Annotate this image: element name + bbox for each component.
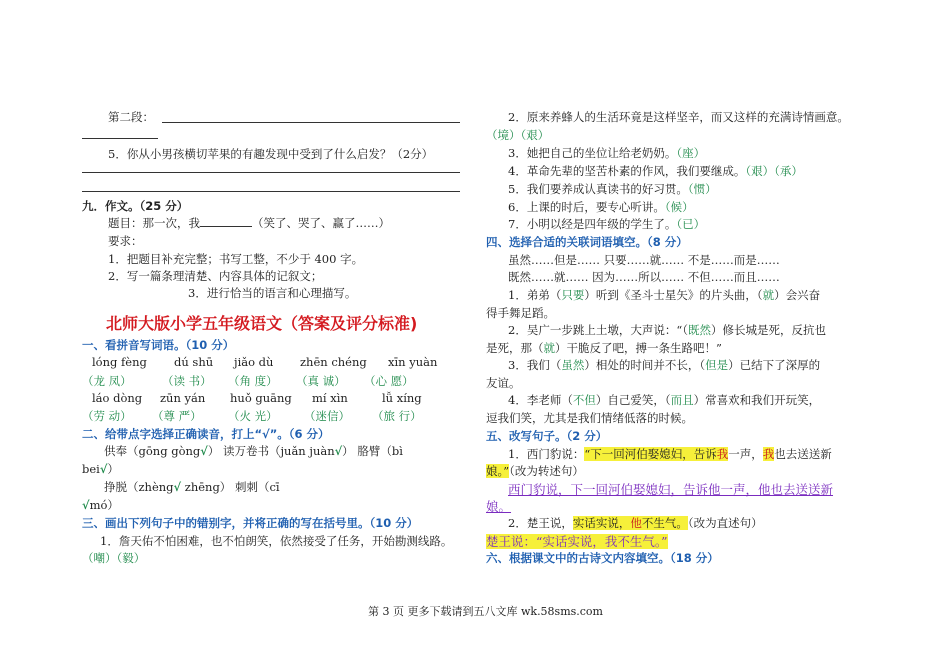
s4-question-3-cont: 友谊。 bbox=[486, 376, 521, 390]
answer: （座） bbox=[676, 146, 706, 160]
s2-line-2 bbox=[82, 461, 119, 477]
text: 4．李老师（ bbox=[508, 393, 573, 407]
s3-answer-1: （嘲）（毅） bbox=[82, 551, 146, 565]
text: 2．吴广一步跳上土墩，大声说：“（ bbox=[508, 323, 688, 337]
option-text: ） 读万卷书（juǎn juàn bbox=[207, 444, 335, 458]
answer: 不但 bbox=[572, 393, 596, 407]
answer: （惯） bbox=[687, 182, 717, 196]
pinyin: zhēn chéng bbox=[300, 355, 367, 369]
section-1-title: 一、看拼音写词语。（10 分） bbox=[82, 338, 235, 352]
section-2-title: 二、给带点字选择正确读音，打上“√”。（6 分） bbox=[82, 427, 330, 441]
s5-answer-2 bbox=[486, 532, 668, 550]
option-text: bei bbox=[82, 462, 100, 476]
text: 6．上课的时后，要专心听讲。 bbox=[508, 200, 665, 214]
text: 1．西门豹说： bbox=[508, 447, 585, 461]
text: ）自己爱笑，（ bbox=[595, 393, 671, 407]
answer: 而且 bbox=[670, 393, 694, 407]
s4-question-4-cont: 逗我们笑，尤其是我们情绪低落的时候。 bbox=[486, 411, 693, 425]
s5-question-1 bbox=[508, 446, 832, 462]
highlight: 楚王说：“实话实说，我不生气。” bbox=[486, 534, 668, 549]
section-4-title: 四、选择合适的关联词语填空。（8 分） bbox=[486, 235, 688, 249]
s4-question-2 bbox=[508, 322, 826, 338]
requirement-2: 2．写一篇条理清楚、内容具体的记叙文； bbox=[108, 269, 323, 283]
composition-topic bbox=[108, 215, 390, 231]
highlight: 娘。” bbox=[486, 464, 510, 478]
s4-options-1: 虽然……但是…… 只要……就…… 不是……而是…… bbox=[508, 253, 780, 267]
answer-line bbox=[82, 172, 460, 173]
requirement-3: 3．进行恰当的语言和心理描写。 bbox=[188, 286, 357, 300]
requirement-1: 1．把题目补充完整；书写工整，不少于 400 字。 bbox=[108, 252, 364, 266]
s4-question-1-cont: 得手舞足蹈。 bbox=[486, 306, 555, 320]
s4-question-2-cont bbox=[486, 340, 722, 356]
text: 4．革命先辈的坚苦朴素的作风，我们要继成。 bbox=[508, 164, 746, 178]
answer: （艰）（承） bbox=[745, 164, 803, 178]
text: 3．我们（ bbox=[508, 358, 562, 372]
text: ）已结下了深厚的 bbox=[728, 358, 821, 372]
answer: （劳 动） bbox=[82, 409, 132, 423]
answer: （旅 行） bbox=[372, 409, 422, 423]
check-icon: √ bbox=[173, 480, 182, 494]
answer-line bbox=[82, 138, 158, 139]
s4-question-4 bbox=[508, 392, 820, 408]
pinyin: mí xìn bbox=[312, 391, 348, 405]
s5-question-1-cont bbox=[486, 463, 584, 479]
topic-suffix: （笑了、哭了、赢了……） bbox=[252, 216, 390, 230]
text: ）干脆反了吧，搏一条生路吧！” bbox=[555, 341, 722, 355]
highlight: 我 bbox=[762, 447, 775, 461]
text: ）相处的时间并不长，（ bbox=[584, 358, 706, 372]
s4-question-1 bbox=[508, 287, 820, 303]
text: 也去送送新 bbox=[774, 447, 832, 461]
answer-line bbox=[82, 191, 460, 192]
text: 3．她把自己的坐位让给老奶奶。 bbox=[508, 146, 677, 160]
text: 一声， bbox=[728, 447, 763, 461]
text: ）修长城是死，反抗也 bbox=[710, 323, 826, 337]
pinyin: láo dòng bbox=[92, 391, 143, 405]
s4-question-3 bbox=[508, 357, 820, 373]
para2-label: 第二段： bbox=[108, 110, 154, 124]
answer: （已） bbox=[676, 217, 706, 231]
text: ）常喜欢和我们开玩笑， bbox=[693, 393, 821, 407]
r-question-2: 2．原来养蜂人的生活环竟是这样坚辛，而又这样的充满诗情画意。 bbox=[508, 110, 849, 124]
s5-question-2 bbox=[508, 515, 763, 531]
answer: 但是 bbox=[705, 358, 729, 372]
answer: 就 bbox=[762, 288, 775, 302]
text: ）会兴奋 bbox=[774, 288, 821, 302]
text: ）听到《圣斗士星矢》的片头曲，（ bbox=[584, 288, 763, 302]
check-icon: √ bbox=[82, 498, 90, 512]
answer: （心 愿） bbox=[364, 374, 414, 388]
answer: （火 光） bbox=[228, 409, 278, 423]
highlight: 实话实说， bbox=[572, 516, 631, 530]
check-icon: √ bbox=[99, 462, 108, 476]
pinyin: zūn yán bbox=[160, 391, 206, 405]
text: （改为直述句） bbox=[687, 516, 763, 530]
pinyin: huǒ guāng bbox=[230, 391, 292, 405]
text: 是死，那（ bbox=[486, 341, 544, 355]
highlight: 不生气。 bbox=[641, 516, 688, 530]
blank bbox=[200, 216, 252, 227]
pinyin: jiǎo dù bbox=[234, 355, 274, 369]
text: （改为转述句） bbox=[509, 464, 584, 478]
option-text: ） 胳臂（bì bbox=[342, 444, 403, 458]
answer: （真 诚） bbox=[296, 374, 346, 388]
answer: （角 度） bbox=[228, 374, 278, 388]
text: 5．我们要养成认真读书的好习贯。 bbox=[508, 182, 688, 196]
topic-prefix: 题目：那一次，我 bbox=[108, 216, 200, 230]
check-icon: √ bbox=[334, 444, 343, 458]
option-text: mó） bbox=[89, 498, 119, 512]
r-question-6 bbox=[508, 199, 694, 215]
question-5: 5．你从小男孩横切苹果的有趣发现中受到了什么启发？（2分） bbox=[108, 147, 434, 161]
pinyin: dú shū bbox=[174, 355, 214, 369]
r-question-4 bbox=[508, 163, 803, 179]
s5-answer-1-cont: 娘。 bbox=[486, 499, 512, 514]
pinyin: xīn yuàn bbox=[388, 355, 438, 369]
r-answer-2: （境）（艰） bbox=[486, 128, 550, 142]
text: 1．弟弟（ bbox=[508, 288, 562, 302]
section-9-title: 九．作文。（25 分） bbox=[82, 199, 189, 213]
section-5-title: 五、改写句子。（2 分） bbox=[486, 429, 608, 443]
s2-line-1 bbox=[104, 443, 403, 459]
page-title: 北师大版小学五年级语文（答案及评分标准) bbox=[106, 314, 418, 333]
s3-question-1: 1．詹天佑不怕困难，也不怕朗笑，依然接受了任务，开始勘测线路。 bbox=[100, 534, 453, 548]
answer: （候） bbox=[664, 200, 694, 214]
s2-line-3 bbox=[104, 479, 280, 495]
answer: 只要 bbox=[561, 288, 585, 302]
highlight: 我 bbox=[716, 447, 729, 461]
s4-options-2: 既然……就…… 因为……所以…… 不但……而且…… bbox=[508, 270, 780, 284]
check-icon: √ bbox=[200, 444, 208, 458]
answer-line bbox=[162, 122, 460, 123]
option-text: zhēng） 刺刺（cī bbox=[184, 480, 280, 494]
answer: （迷信） bbox=[304, 409, 350, 423]
text: 2．楚王说， bbox=[508, 516, 573, 530]
section-3-title: 三、画出下列句子中的错别字，并将正确的写在括号里。（10 分） bbox=[82, 516, 419, 530]
r-question-5 bbox=[508, 181, 717, 197]
page-footer: 第 3 页 更多下载请到五八文库 wk.58sms.com bbox=[368, 605, 603, 618]
highlight: “下一回河伯娶媳妇，告诉 bbox=[584, 447, 717, 461]
answer: 就 bbox=[543, 341, 555, 355]
answer: （龙 凤） bbox=[82, 374, 132, 388]
pinyin: lǚ xíng bbox=[382, 391, 422, 405]
option-text: 供奉（gōng gòng bbox=[104, 444, 201, 458]
r-question-7 bbox=[508, 216, 705, 232]
answer: 既然 bbox=[687, 323, 711, 337]
answer: （读 书） bbox=[162, 374, 212, 388]
s2-line-4 bbox=[82, 497, 119, 513]
option-text: ） bbox=[107, 462, 119, 476]
pinyin: lóng fèng bbox=[92, 355, 147, 369]
s5-answer-1: 西门豹说，下一回河伯娶媳妇，告诉他一声，他也去送送新 bbox=[508, 482, 834, 497]
r-question-3 bbox=[508, 145, 705, 161]
requirements-label: 要求： bbox=[108, 234, 143, 248]
text: 7．小明以经是四年级的学生了。 bbox=[508, 217, 677, 231]
option-text: 挣脱（zhèng bbox=[104, 480, 174, 494]
highlight: 他 bbox=[630, 516, 642, 530]
answer: （尊 严） bbox=[152, 409, 202, 423]
answer: 虽然 bbox=[561, 358, 585, 372]
section-6-title: 六、根据课文中的古诗文内容填空。（18 分） bbox=[486, 551, 719, 565]
